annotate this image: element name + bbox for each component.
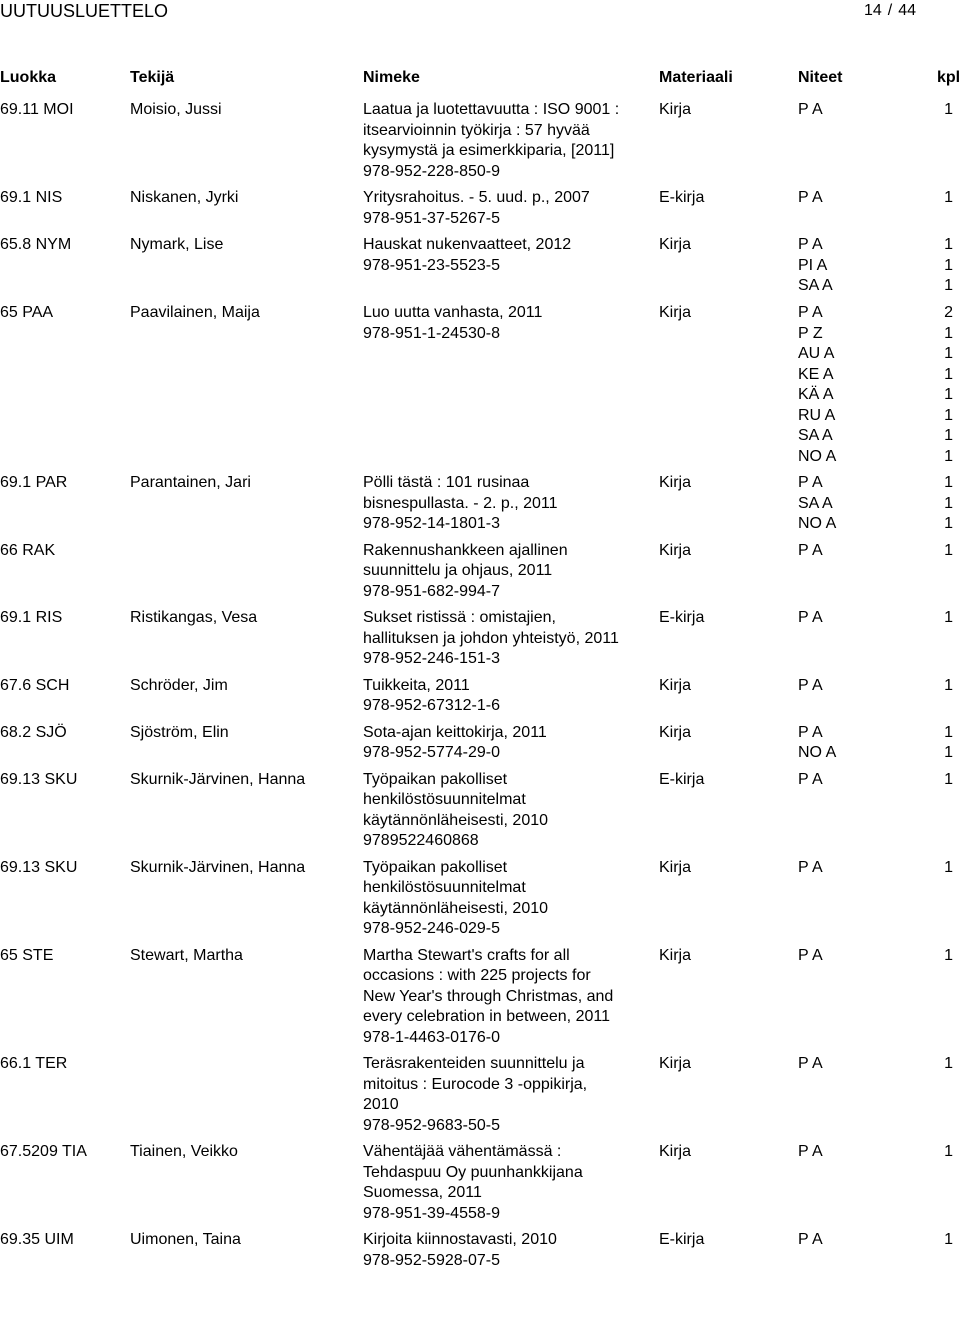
title-cell (363, 1230, 623, 1271)
holding-row (798, 608, 960, 629)
isbn: 978-952-9683-50-5 (363, 1116, 500, 1134)
title-cell (363, 608, 623, 670)
holding-row (798, 406, 960, 427)
holding-location: NO A (798, 447, 837, 465)
catalog-row (0, 676, 960, 717)
title-cell (363, 235, 623, 276)
holding-location: P A (798, 723, 823, 741)
holding-location: P A (798, 304, 823, 321)
catalog-list (0, 100, 960, 1277)
holding-row (798, 770, 960, 791)
author: Sjöström, Elin (130, 723, 229, 741)
holdings (798, 473, 960, 535)
page-separator: / (887, 2, 893, 19)
holding-count: 1 (944, 946, 953, 964)
title-cell (363, 770, 623, 852)
isbn: 978-952-228-850-9 (363, 162, 500, 180)
holding-row (798, 324, 960, 345)
holding-count: 1 (944, 494, 953, 512)
class-code: 65.8 NYM (0, 236, 72, 253)
book-title: Tuikkeita, 2011 (363, 676, 470, 694)
page-title: UUTUUSLUETTELO (0, 1, 169, 21)
isbn: 978-952-67312-1-6 (363, 697, 500, 714)
page-total: 44 (898, 2, 917, 19)
class-code: 69.13 SKU (0, 770, 78, 788)
title-cell (363, 1054, 623, 1136)
holding-row (798, 235, 960, 256)
holding-location: P A (798, 676, 823, 694)
header-tekija: Tekijä (130, 69, 175, 86)
holdings (798, 723, 960, 764)
material: Kirja (659, 1055, 692, 1072)
holdings (798, 676, 960, 697)
catalog-row (0, 723, 960, 764)
holding-count: 1 (944, 723, 953, 741)
holding-location: KÄ A (798, 386, 834, 403)
holdings (798, 1054, 960, 1075)
holding-count: 1 (944, 744, 953, 761)
header-kpl: kpl (937, 69, 960, 86)
header-luokka: Luokka (0, 69, 57, 86)
holdings (798, 188, 960, 209)
title-cell (363, 541, 623, 603)
catalog-row (0, 770, 960, 852)
holding-location: P A (798, 946, 823, 964)
material: Kirja (659, 304, 692, 321)
catalog-row (0, 608, 960, 670)
class-code: 67.6 SCH (0, 676, 70, 694)
holding-location: PI A (798, 256, 828, 274)
isbn: 978-952-246-151-3 (363, 650, 500, 667)
material: Kirja (659, 723, 692, 741)
holdings (798, 608, 960, 629)
holding-count: 1 (944, 541, 953, 559)
holding-location: P A (798, 1055, 823, 1072)
material: Kirja (659, 1143, 692, 1160)
author: Nymark, Lise (130, 236, 224, 253)
catalog-row (0, 100, 960, 182)
isbn: 9789522460868 (363, 832, 479, 849)
holding-count: 1 (944, 365, 953, 383)
holdings (798, 858, 960, 879)
holding-location: RU A (798, 406, 836, 424)
author: Ristikangas, Vesa (130, 609, 258, 626)
header-niteet: Niteet (798, 69, 843, 86)
class-code: 65 STE (0, 946, 54, 964)
book-title: Laatua ja luotettavuutta : ISO 9001 : itsearvioinnin työkirja : 57 hyvää kysymystä ja esimerkkiparia, [2011] (363, 101, 620, 159)
class-code: 69.13 SKU (0, 858, 78, 876)
holding-location: P A (798, 236, 823, 253)
catalog-row (0, 858, 960, 940)
material: E-kirja (659, 609, 705, 626)
author: Niskanen, Jyrki (130, 189, 239, 206)
holding-row (798, 676, 960, 697)
class-code: 66.1 TER (0, 1055, 68, 1072)
holding-location: AU A (798, 345, 835, 362)
book-title: Martha Stewart's crafts for all occasions : with 225 projects for New Year's through Christmas, and every celebration in between, 2011 (363, 946, 614, 1025)
class-code: 68.2 SJÖ (0, 723, 67, 741)
holdings (798, 770, 960, 791)
holding-row (798, 365, 960, 386)
holding-location: P A (798, 474, 823, 491)
catalog-row (0, 1054, 960, 1136)
material: Kirja (659, 858, 692, 876)
holding-row (798, 473, 960, 494)
author: Paavilainen, Maija (130, 304, 260, 321)
holding-location: P A (798, 101, 823, 118)
catalog-row (0, 235, 960, 297)
title-cell (363, 723, 623, 764)
book-title: Teräsrakenteiden suunnittelu ja mitoitus : Eurocode 3 -oppikirja, 2010 (363, 1055, 588, 1113)
title-cell (363, 188, 623, 229)
holdings (798, 1230, 960, 1251)
holding-location: P A (798, 609, 823, 626)
holding-count: 1 (944, 345, 953, 362)
author: Skurnik-Järvinen, Hanna (130, 770, 306, 788)
holding-count: 2 (944, 304, 953, 321)
title-cell (363, 473, 623, 535)
catalog-row (0, 473, 960, 535)
isbn: 978-952-246-029-5 (363, 920, 500, 937)
holding-location: P A (798, 541, 823, 559)
title-cell (363, 858, 623, 940)
holding-row (798, 514, 960, 535)
holding-count: 1 (944, 1231, 953, 1248)
book-title: Yritysrahoitus. - 5. uud. p., 2007 (363, 189, 590, 206)
holdings (798, 1142, 960, 1163)
holding-row (798, 100, 960, 121)
class-code: 69.11 MOI (0, 101, 74, 118)
holding-row (798, 1142, 960, 1163)
holding-location: P A (798, 189, 823, 206)
holding-row (798, 1230, 960, 1251)
holdings (798, 946, 960, 967)
isbn: 978-951-1-24530-8 (363, 324, 500, 342)
holding-location: SA A (798, 277, 833, 294)
book-title: Kirjoita kiinnostavasti, 2010 (363, 1231, 557, 1248)
catalog-row (0, 1142, 960, 1224)
isbn: 978-952-5774-29-0 (363, 744, 500, 761)
material: Kirja (659, 474, 692, 491)
material: Kirja (659, 946, 692, 964)
class-code: 67.5209 TIA (0, 1143, 87, 1160)
title-cell (363, 946, 623, 1049)
page-number (864, 2, 916, 20)
holding-count: 1 (944, 447, 953, 465)
holding-row (798, 946, 960, 967)
holding-count: 1 (944, 324, 953, 342)
material: Kirja (659, 101, 692, 118)
author: Moisio, Jussi (130, 101, 222, 118)
holding-count: 1 (944, 277, 953, 294)
book-title: Työpaikan pakolliset henkilöstösuunnitelmat käytännönläheisesti, 2010 (363, 858, 549, 917)
holdings (798, 100, 960, 121)
material: E-kirja (659, 1231, 705, 1248)
holding-row (798, 494, 960, 515)
material: E-kirja (659, 770, 705, 788)
holding-location: SA A (798, 427, 833, 444)
book-title: Sota-ajan keittokirja, 2011 (363, 723, 547, 741)
author: Parantainen, Jari (130, 474, 251, 491)
holding-location: NO A (798, 744, 837, 761)
author: Skurnik-Järvinen, Hanna (130, 858, 306, 876)
material: Kirja (659, 236, 692, 253)
holding-row (798, 858, 960, 879)
holding-count: 1 (944, 770, 953, 788)
header-materiaali: Materiaali (659, 69, 733, 86)
catalog-row (0, 1230, 960, 1271)
isbn: 978-951-23-5523-5 (363, 256, 500, 274)
holding-location: NO A (798, 515, 837, 532)
holding-count: 1 (944, 515, 953, 532)
holding-row (798, 344, 960, 365)
holding-count: 1 (944, 406, 953, 424)
title-cell (363, 676, 623, 717)
class-code: 69.1 PAR (0, 474, 68, 491)
page-current: 14 (864, 2, 882, 19)
holding-count: 1 (944, 101, 953, 118)
catalog-row (0, 946, 960, 1049)
isbn: 978-951-682-994-7 (363, 582, 500, 600)
title-cell (363, 303, 623, 344)
holding-row (798, 256, 960, 277)
author: Tiainen, Veikko (130, 1143, 238, 1160)
holding-row (798, 541, 960, 562)
header-nimeke: Nimeke (363, 69, 420, 86)
holding-count: 1 (944, 1055, 953, 1072)
book-title: Sukset ristissä : omistajien, hallituksen ja johdon yhteistyö, 2011 (363, 609, 619, 647)
author: Schröder, Jim (130, 676, 228, 694)
book-title: Vähentäjää vähentämässä : Tehdaspuu Oy puunhankkijana Suomessa, 2011 (363, 1143, 583, 1201)
holding-location: P Z (798, 324, 823, 342)
class-code: 69.1 NIS (0, 189, 63, 206)
author: Stewart, Martha (130, 946, 243, 964)
title-cell (363, 100, 623, 182)
isbn: 978-952-14-1801-3 (363, 515, 500, 532)
holding-location: P A (798, 1143, 823, 1160)
holdings (798, 541, 960, 562)
title-cell (363, 1142, 623, 1224)
holdings (798, 235, 960, 297)
catalog-row (0, 188, 960, 229)
holding-row (798, 276, 960, 297)
isbn: 978-951-39-4558-9 (363, 1204, 500, 1222)
holding-location: P A (798, 1231, 823, 1248)
class-code: 69.1 RIS (0, 609, 63, 626)
holding-count: 1 (944, 189, 953, 206)
book-title: Luo uutta vanhasta, 2011 (363, 304, 543, 321)
holding-row (798, 426, 960, 447)
holding-count: 1 (944, 256, 953, 274)
holdings (798, 303, 960, 467)
book-title: Hauskat nukenvaatteet, 2012 (363, 236, 572, 253)
holding-location: KE A (798, 365, 834, 383)
holding-location: P A (798, 858, 823, 876)
holding-location: P A (798, 770, 823, 788)
holding-row (798, 303, 960, 324)
holding-count: 1 (944, 858, 953, 876)
class-code: 66 RAK (0, 541, 56, 559)
class-code: 65 PAA (0, 304, 54, 321)
holding-count: 1 (944, 427, 953, 444)
catalog-row (0, 541, 960, 603)
author: Uimonen, Taina (130, 1231, 241, 1248)
holding-row (798, 723, 960, 744)
holding-count: 1 (944, 386, 953, 403)
class-code: 69.35 UIM (0, 1231, 74, 1248)
holding-row (798, 188, 960, 209)
holding-row (798, 743, 960, 764)
holding-row (798, 447, 960, 468)
catalog-row (0, 303, 960, 467)
holding-count: 1 (944, 676, 953, 694)
holding-count: 1 (944, 236, 953, 253)
material: E-kirja (659, 189, 705, 206)
isbn: 978-1-4463-0176-0 (363, 1028, 500, 1046)
material: Kirja (659, 541, 692, 559)
holding-location: SA A (798, 494, 833, 512)
holding-row (798, 385, 960, 406)
book-title: Työpaikan pakolliset henkilöstösuunnitelmat käytännönläheisesti, 2010 (363, 770, 549, 829)
isbn: 978-952-5928-07-5 (363, 1251, 500, 1269)
isbn: 978-951-37-5267-5 (363, 209, 500, 227)
material: Kirja (659, 676, 692, 694)
holding-count: 1 (944, 1143, 953, 1160)
holding-count: 1 (944, 474, 953, 491)
holding-row (798, 1054, 960, 1075)
book-title: Rakennushankkeen ajallinen suunnittelu ja ohjaus, 2011 (363, 541, 568, 579)
holding-count: 1 (944, 609, 953, 626)
book-title: Pölli tästä : 101 rusinaa bisnespullasta. - 2. p., 2011 (363, 474, 558, 512)
